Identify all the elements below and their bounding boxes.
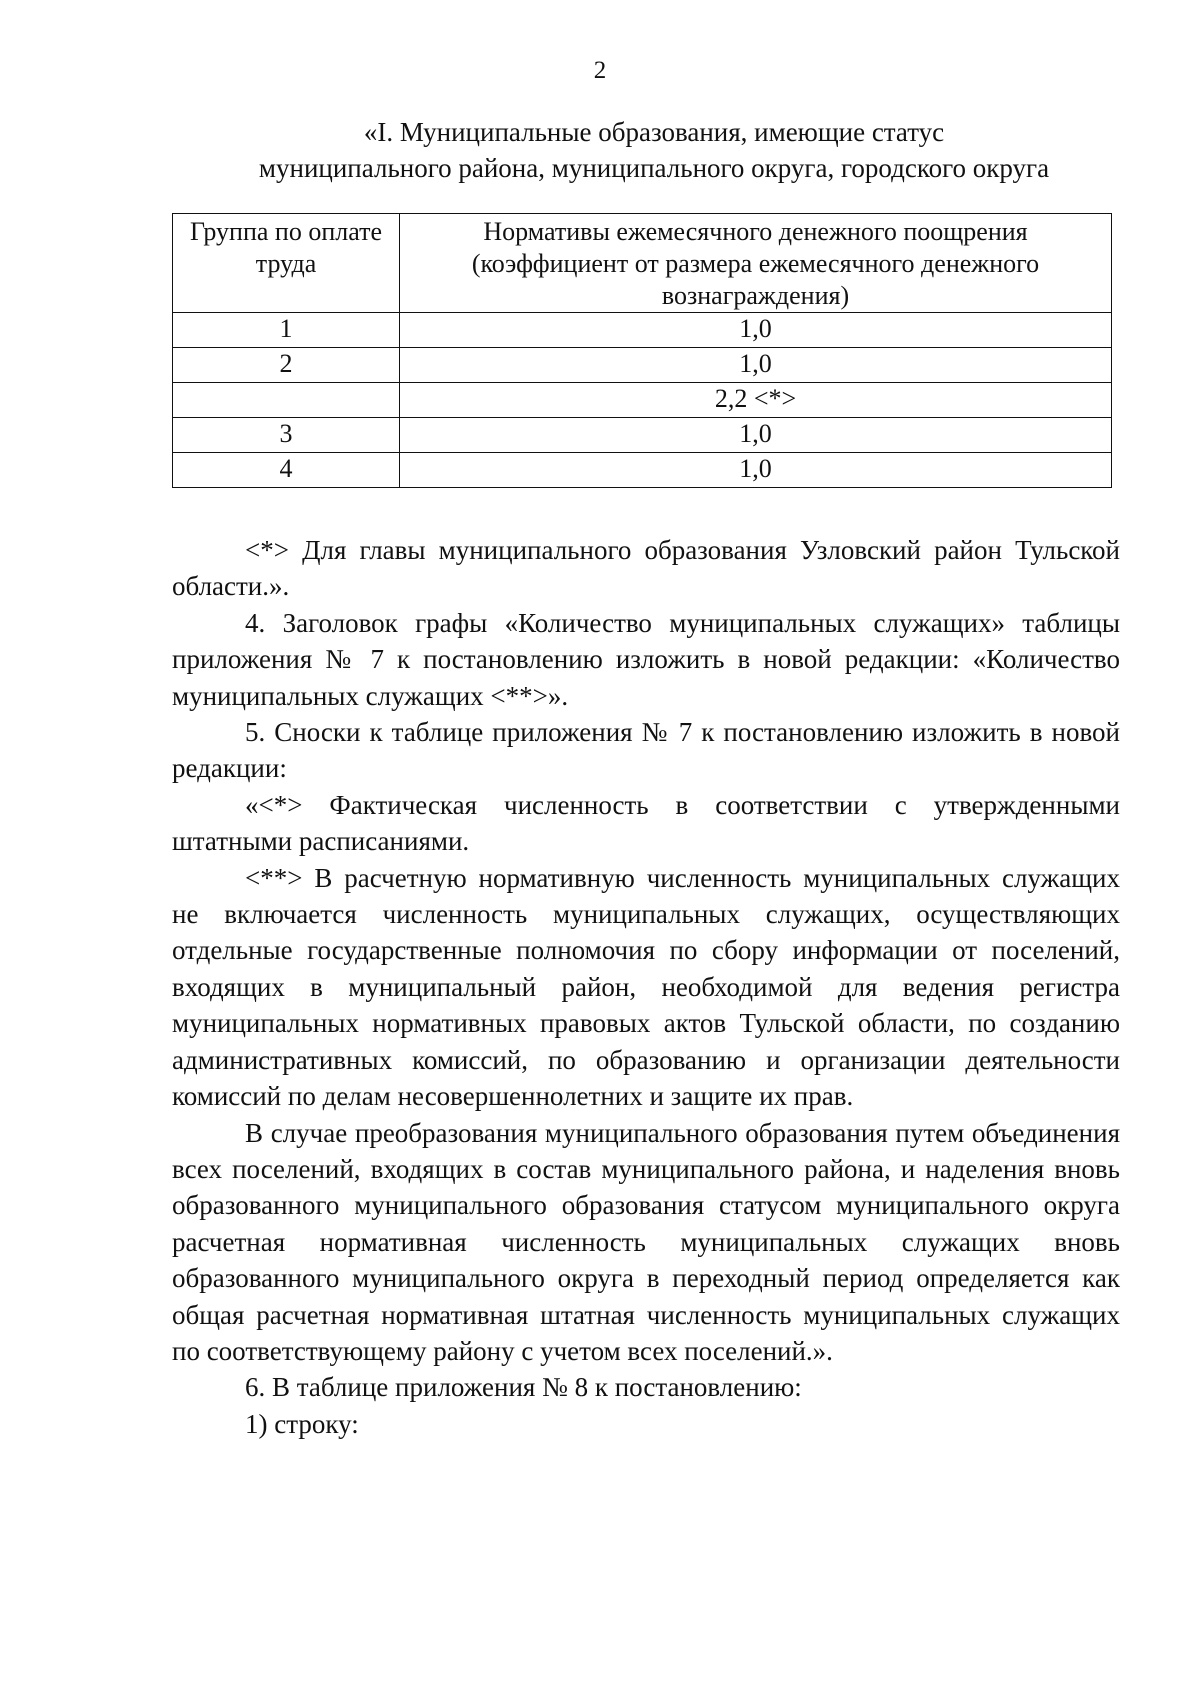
cell-value: 1,0 [400, 453, 1112, 488]
paragraph-transformation: В случае преобразования муниципального образования путем объединения всех поселений, входящих в состав муниципального района, и наделения вновь образованного муниципального образования статусом муниципального округа расчетная нормативная численность муниципальных служащих вновь образованного муниципального округа в переходный период определяется как общая расчетная нормативная штатная численность муниципальных служащих по соответствующему району с учетом всех поселений.». [172, 1117, 1120, 1366]
table-row [173, 453, 1112, 488]
cell-value: 1,0 [400, 348, 1112, 383]
page-number: 2 [593, 57, 607, 84]
section-heading [160, 114, 1148, 186]
cell-group: 2 [173, 348, 400, 383]
paragraph-item-6: 6. В таблице приложения № 8 к постановлению: [245, 1372, 802, 1403]
footnote-single-star: «<*> Фактическая численность в соответствии с утвержденными штатными расписаниями. [172, 789, 1120, 857]
heading-line-1: «I. Муниципальные образования, имеющие статус [363, 117, 945, 147]
footnote-glava: <*> Для главы муниципального образования Узловский район Тульской области.». [172, 535, 1120, 602]
cell-group: 3 [173, 418, 400, 453]
cell-group: 4 [173, 453, 400, 488]
paragraph-item-4: 4. Заголовок графы «Количество муниципальных служащих» таблицы приложения № 7 к постановлению изложить в новой редакции: «Количество муниципальных служащих <**>». [172, 607, 1120, 711]
cell-value: 1,0 [400, 313, 1112, 348]
header-group: Группа по оплате труда [173, 214, 400, 313]
heading-line-2: муниципального района, муниципального округа, городского округа [258, 153, 1050, 183]
table-row [173, 348, 1112, 383]
footnote-double-star: <**> В расчетную нормативную численность муниципальных служащих не включается численность муниципальных служащих, осуществляющих отдельные государственные полномочия по сбору информации от поселений, входящих в муниципальный район, необходимой для ведения регистра муниципальных нормативных правовых актов Тульской области, по созданию административных комиссий, по образованию и организации деятельности комиссий по делам несовершеннолетних и защите их прав. [172, 862, 1120, 1112]
table-row [173, 313, 1112, 348]
paragraph-subitem-1: 1) строку: [245, 1408, 359, 1439]
table-row [173, 418, 1112, 453]
cell-group [173, 383, 400, 418]
header-norms: Нормативы ежемесячного денежного поощрения (коэффициент от размера ежемесячного денежного вознаграждения) [400, 214, 1112, 313]
cell-value: 2,2 <*> [400, 383, 1112, 418]
cell-group: 1 [173, 313, 400, 348]
body-text [172, 532, 1120, 1442]
paragraph-item-5: 5. Сноски к таблице приложения № 7 к постановлению изложить в новой редакции: [172, 717, 1120, 784]
cell-value: 1,0 [400, 418, 1112, 453]
norms-table [172, 213, 1112, 488]
table-row [173, 383, 1112, 418]
table-header-row [173, 214, 1112, 313]
